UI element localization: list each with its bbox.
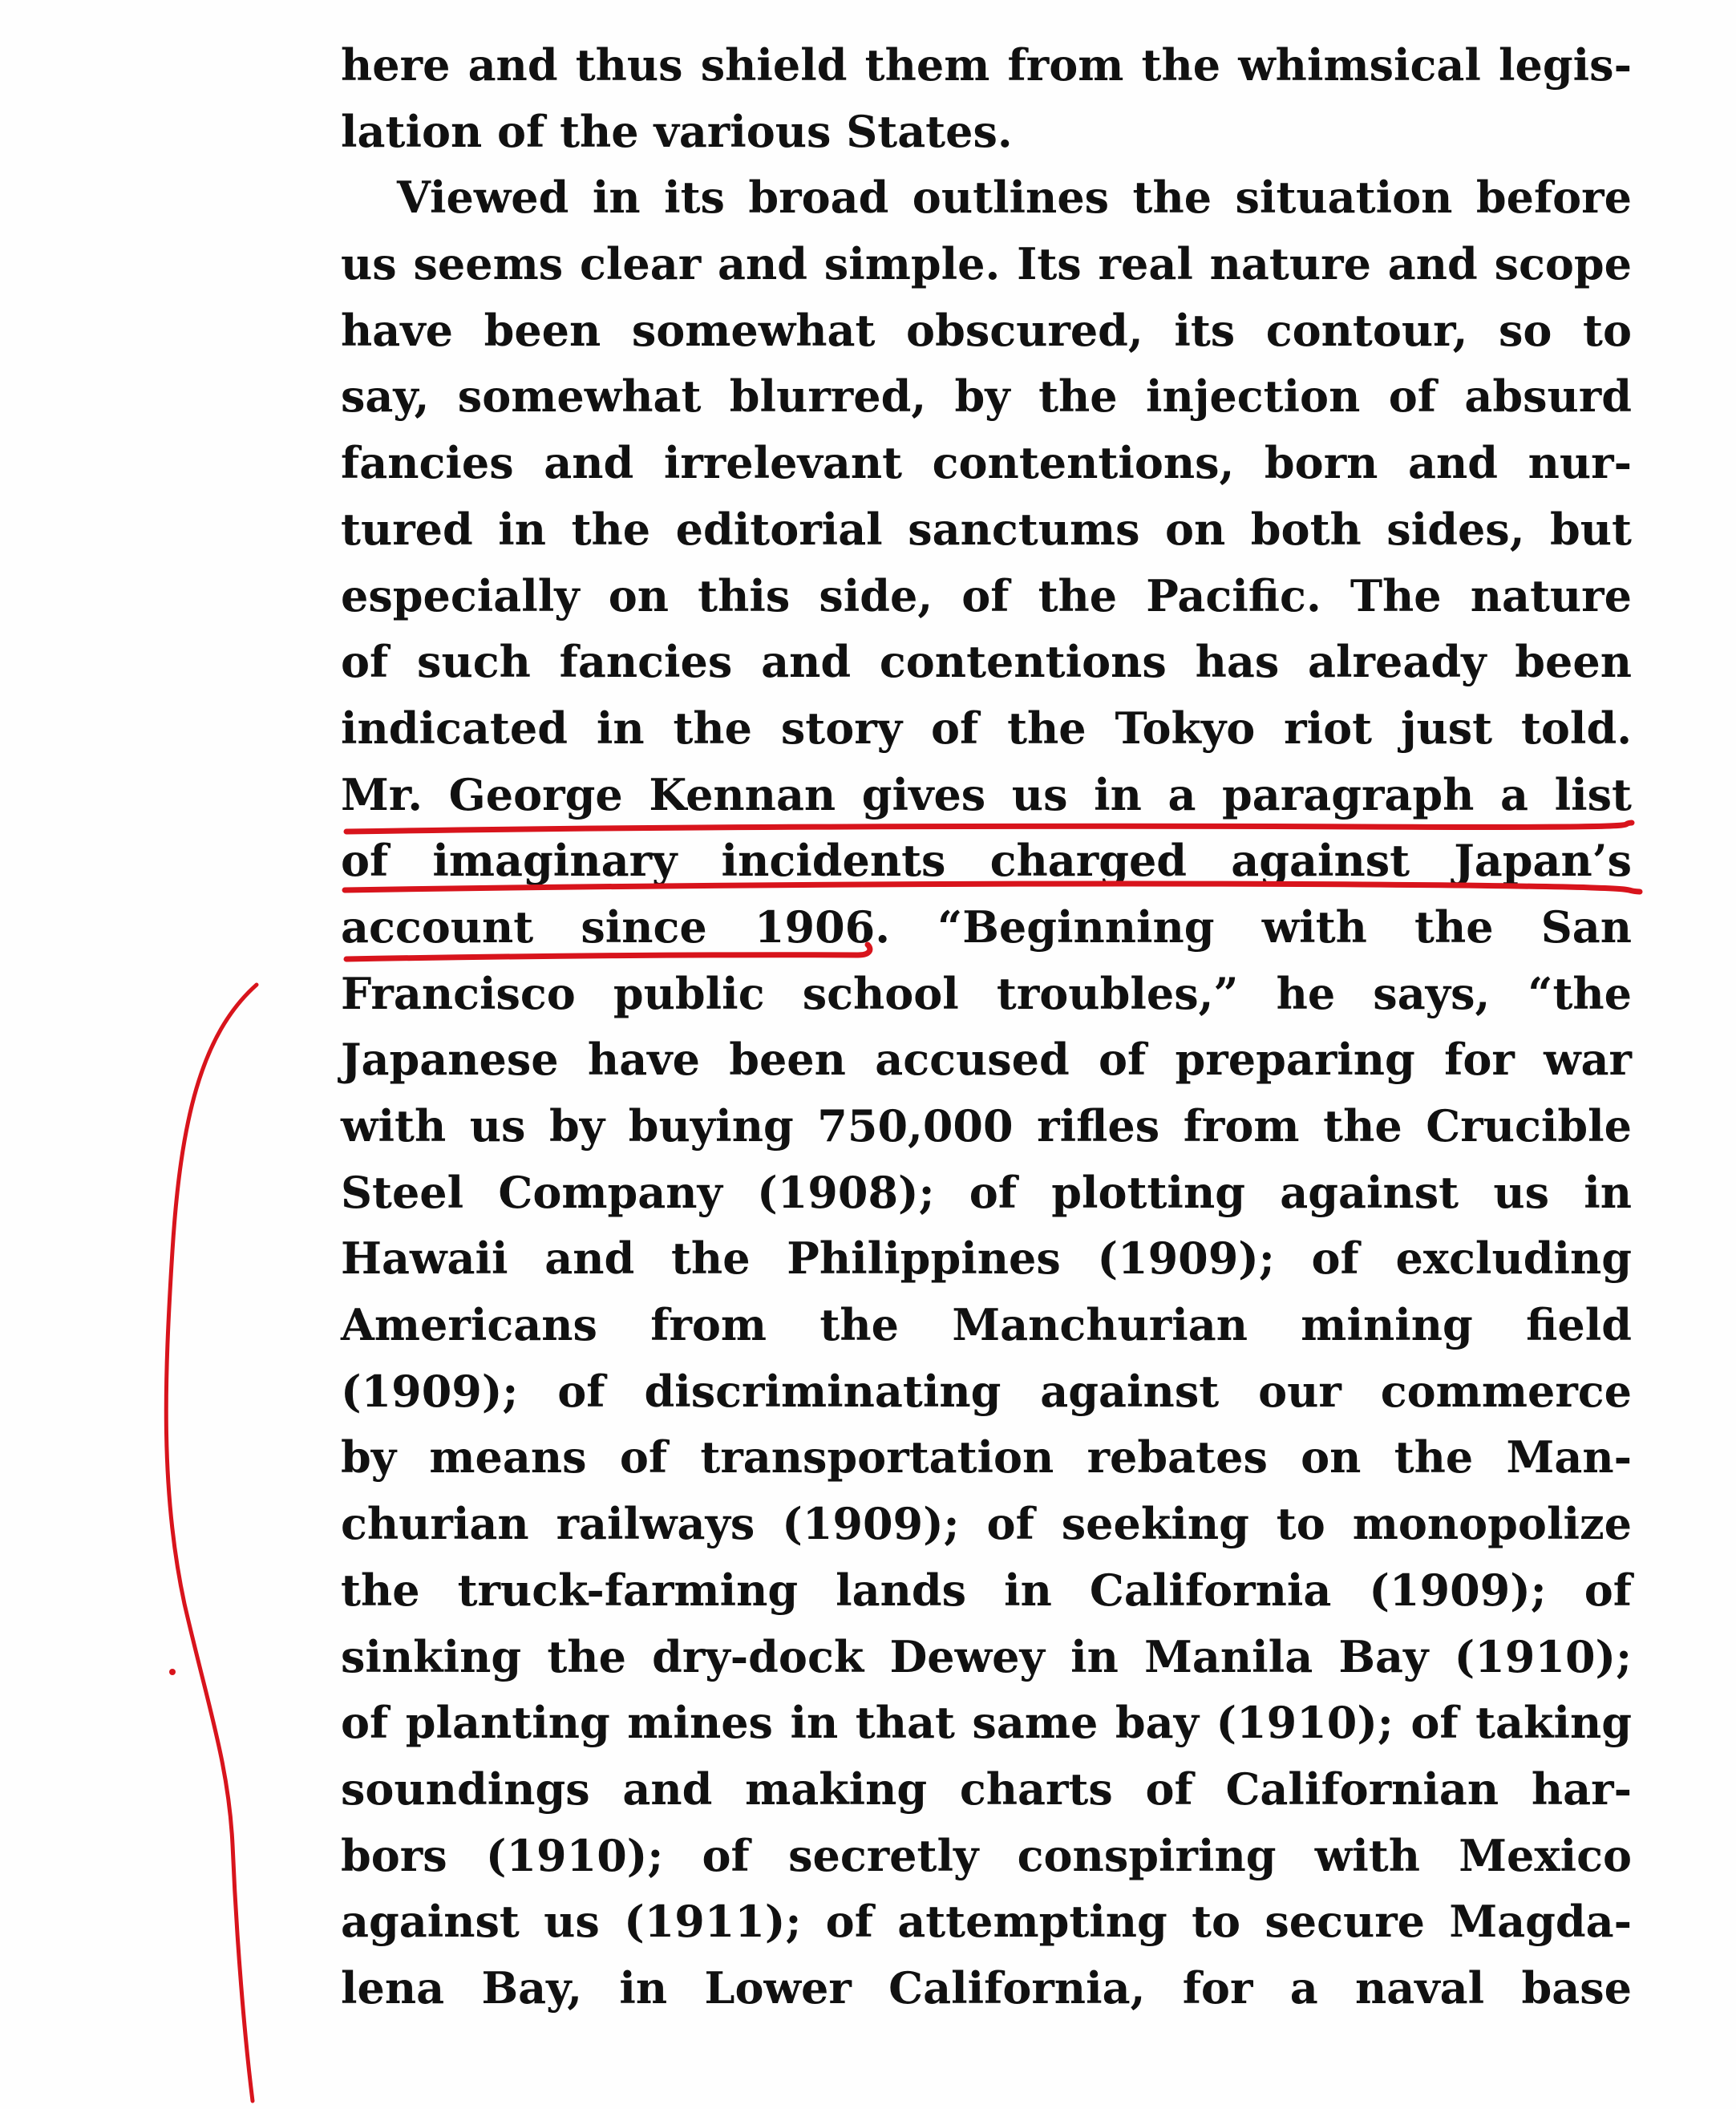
text-line: the truck-farming lands in California (1909); of bbox=[341, 1564, 1632, 1616]
text-line: of such fancies and contentions has already been bbox=[341, 636, 1632, 688]
text-line: soundings and making charts of Californian har- bbox=[341, 1763, 1632, 1815]
body-text bbox=[341, 32, 1632, 2022]
text-line: against us (1911); of attempting to secure Magda- bbox=[341, 1896, 1632, 1948]
text-line: Francisco public school troubles,” he says, “the bbox=[341, 967, 1632, 1019]
text-line: have been somewhat obscured, its contour, so to bbox=[341, 304, 1632, 356]
text-line: Steel Company (1908); of plotting against us in bbox=[341, 1166, 1632, 1218]
text-line-underlined: Mr. George Kennan gives us in a paragraph a list bbox=[341, 768, 1632, 820]
text-line: indicated in the story of the Tokyo riot just told. bbox=[341, 702, 1632, 754]
text-line: sinking the dry-dock Dewey in Manila Bay (1910); bbox=[341, 1630, 1632, 1682]
text-line: churian railways (1909); of seeking to monopolize bbox=[341, 1498, 1632, 1550]
text-line: say, somewhat blurred, by the injection of absurd bbox=[341, 370, 1632, 423]
text-line: Hawaii and the Philippines (1909); of excluding bbox=[341, 1233, 1632, 1285]
text-line: here and thus shield them from the whimsical legis- bbox=[341, 39, 1632, 91]
red-margin-bracket bbox=[166, 985, 257, 2101]
stray-ink-dot bbox=[169, 1669, 176, 1675]
text-line: by means of transportation rebates on the Man- bbox=[341, 1431, 1632, 1484]
text-line: us seems clear and simple. Its real nature and scope bbox=[341, 238, 1632, 290]
text-line: (1909); of discriminating against our commerce bbox=[341, 1365, 1632, 1417]
text-line: especially on this side, of the Pacific. The nature bbox=[341, 569, 1632, 621]
text-line: fancies and irrelevant contentions, born and nur- bbox=[341, 437, 1632, 489]
text-line: bors (1910); of secretly conspiring with Mexico bbox=[341, 1829, 1632, 1881]
text-line: lation of the various States. bbox=[341, 105, 1013, 157]
text-line: Viewed in its broad outlines the situation before bbox=[397, 172, 1632, 224]
text-line: Americans from the Manchurian mining field bbox=[341, 1299, 1632, 1351]
text-line-underlined: account since 1906. “Beginning with the San bbox=[341, 901, 1632, 953]
text-line: of planting mines in that same bay (1910); of taking bbox=[341, 1697, 1632, 1749]
text-line: tured in the editorial sanctums on both sides, but bbox=[341, 503, 1632, 555]
text-line: Japanese have been accused of preparing for war bbox=[341, 1034, 1632, 1086]
text-line: lena Bay, in Lower California, for a naval base bbox=[341, 1961, 1632, 2014]
text-line-underlined: of imaginary incidents charged against Japan’s bbox=[341, 835, 1632, 887]
text-line: with us by buying 750,000 rifles from the Crucible bbox=[341, 1100, 1632, 1152]
